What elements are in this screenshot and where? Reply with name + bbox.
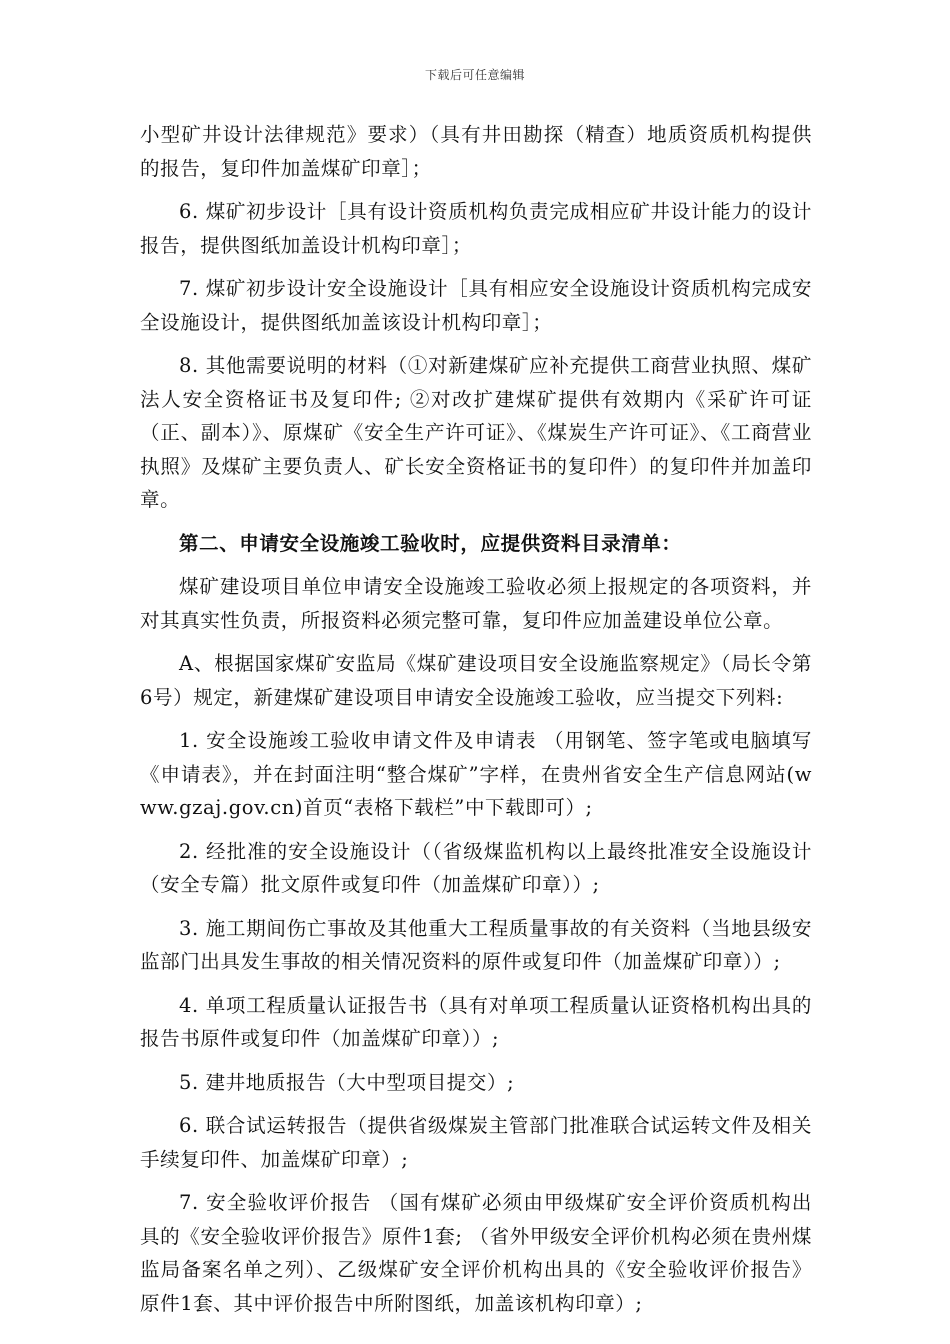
paragraph-continuation: 小型矿井设计法律规范》要求）（具有井田勘探（精查）地质资质机构提供的报告，复印件加盖煤矿印章］；: [140, 123, 812, 180]
list-item-7: 7. 煤矿初步设计安全设施设计［具有相应安全设施设计资质机构完成安全设施设计，提供图纸加盖该设计机构印章］；: [140, 277, 812, 334]
list-item-8: 8. 其他需要说明的材料（①对新建煤矿应补充提供工商营业执照、煤矿法人安全资格证书及复印件; ②对改扩建煤矿提供有效期内《采矿许可证（正、副本）》、原煤矿《安全生产许可证》、《煤炭生产许可证》、《工商营业执照》及煤矿主要负责人、矿长安全资格证书的复印件）的复印件并加盖印章。: [140, 354, 812, 511]
requirement-item-2: 2. 经批准的安全设施设计（（省级煤监机构以上最终批准安全设施设计（安全专篇）批文原件或复印件（加盖煤矿印章））;: [140, 839, 812, 896]
requirement-item-6: 6. 联合试运转报告（提供省级煤炭主管部门批准联合试运转文件及相关手续复印件、加盖煤矿印章）;: [140, 1114, 812, 1171]
requirement-item-4: 4. 单项工程质量认证报告书（具有对单项工程质量认证资格机构出具的报告书原件或复印件（加盖煤矿印章））;: [140, 993, 812, 1050]
section-heading: 第二、申请安全设施竣工验收时，应提供资料目录清单：: [179, 531, 682, 555]
requirement-item-7: 7. 安全验收评价报告 （国有煤矿必须由甲级煤矿安全评价资质机构出具的《安全验收评价报告》原件1套; （省外甲级安全评价机构必须在贵州煤监局备案名单之列）、乙级煤矿安全评价机构出具的《安全验收评价报告》原件1套、其中评价报告中所附图纸，加盖该机构印章）;: [140, 1191, 812, 1315]
section-intro: 煤矿建设项目单位申请安全设施竣工验收必须上报规定的各项资料，并对其真实性负责，所报资料必须完整可靠，复印件应加盖建设单位公章。: [140, 575, 812, 632]
requirement-item-1: 1. 安全设施竣工验收申请文件及申请表 （用钢笔、签字笔或电脑填写《申请表》，并在封面注明“整合煤矿”字样，在贵州省安全生产信息网站(www.gzaj.gov.cn)首页“表格下载栏”中下载即可）;: [140, 729, 812, 819]
requirement-item-3: 3. 施工期间伤亡事故及其他重大工程质量事故的有关资料（当地县级安监部门出具发生事故的相关情况资料的原件或复印件（加盖煤矿印章））;: [140, 916, 812, 973]
subsection-a: A、根据国家煤矿安监局《煤矿建设项目安全设施监察规定》（局长令第6号）规定，新建煤矿建设项目申请安全设施竣工验收，应当提交下列料:: [140, 652, 812, 709]
list-item-6: 6. 煤矿初步设计［具有设计资质机构负责完成相应矿井设计能力的设计报告，提供图纸加盖设计机构印章］；: [140, 200, 812, 257]
document-body: [140, 118, 812, 1330]
requirement-item-5: 5. 建井地质报告（大中型项目提交）;: [179, 1070, 515, 1094]
page-header-watermark: 下载后可任意编辑: [424, 68, 525, 82]
